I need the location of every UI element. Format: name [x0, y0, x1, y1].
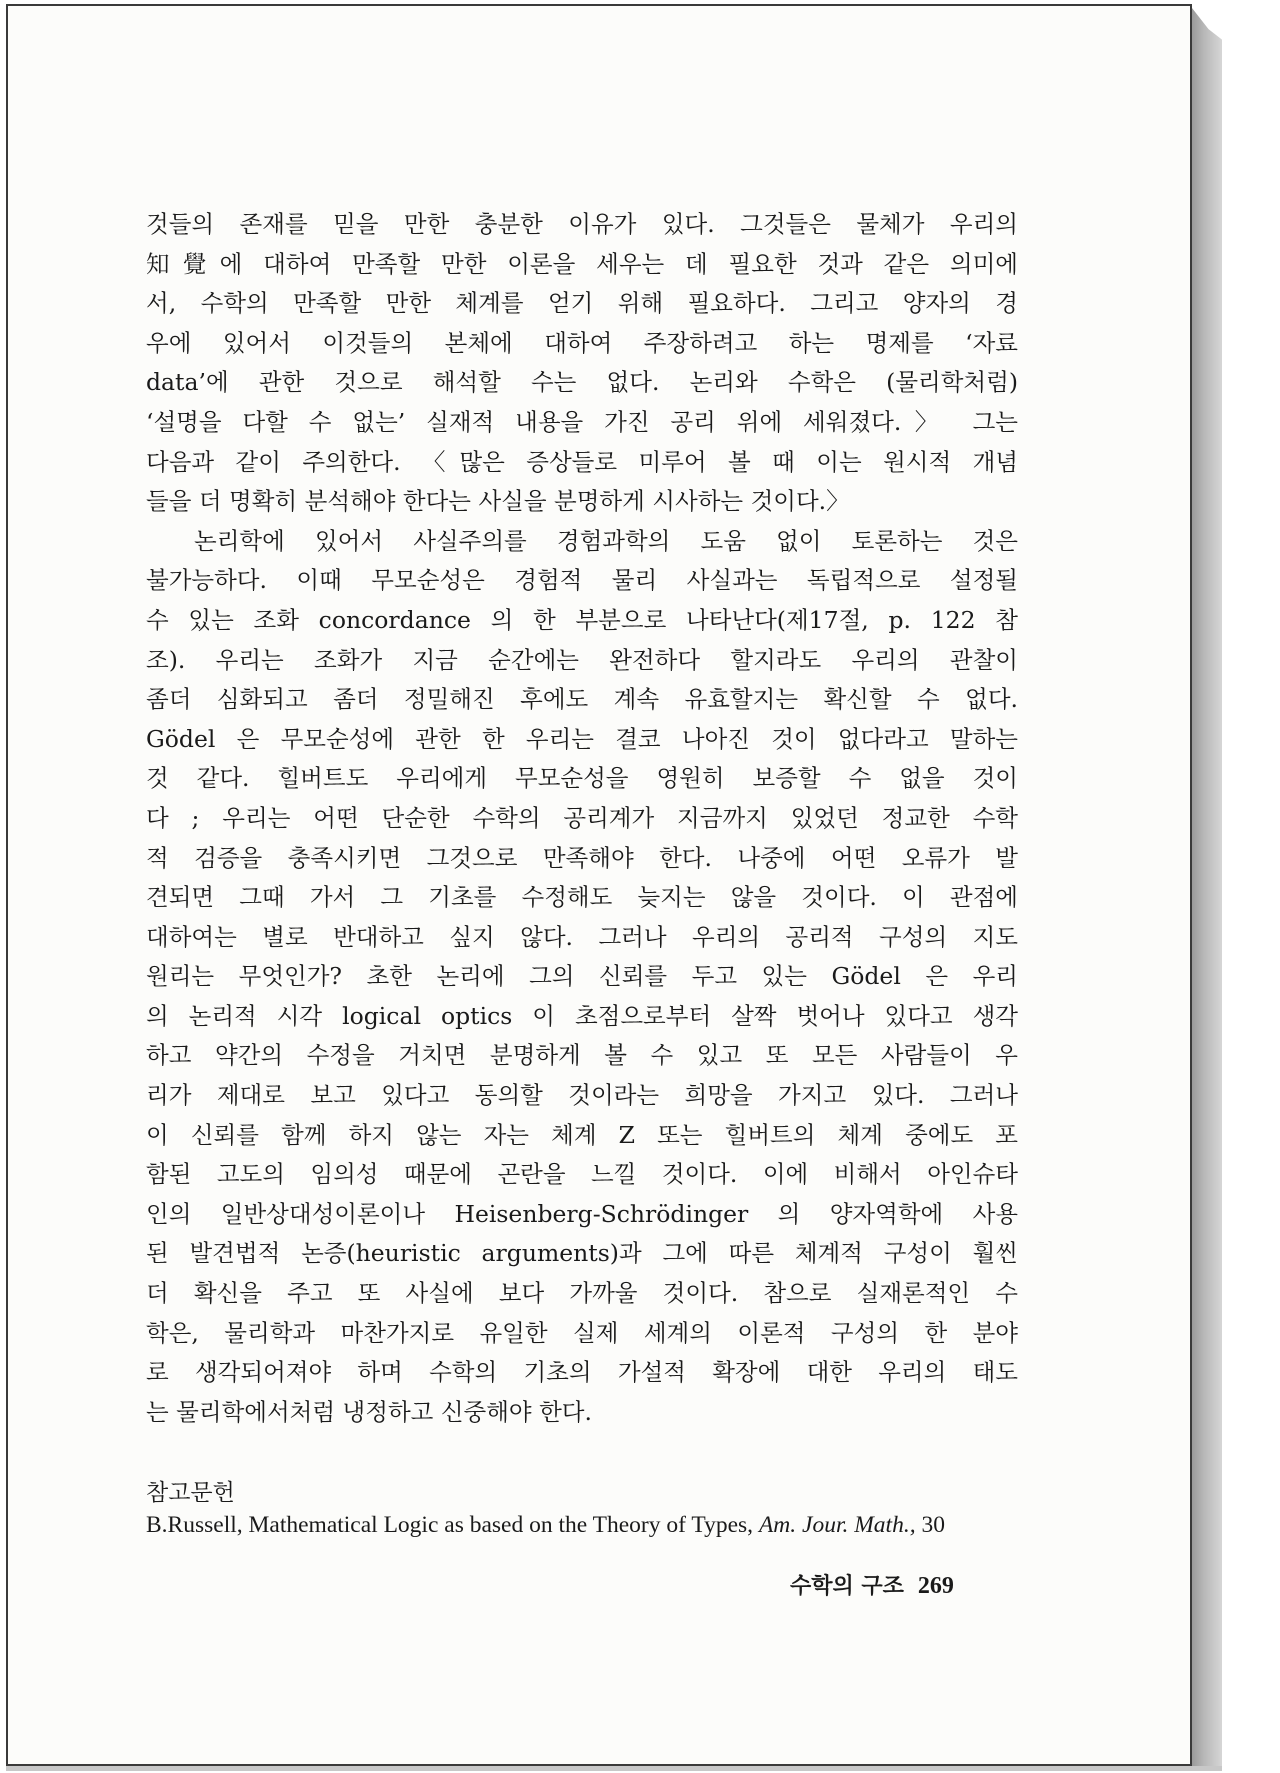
running-title: 수학의 구조 [790, 1574, 904, 1599]
text-line: 적 검증을 충족시키면 그것으로 만족해야 한다. 나중에 어떤 오류가 발 [146, 843, 1018, 872]
reference-journal: Am. Jour. Math., [758, 1512, 916, 1538]
text-line: 좀더 심화되고 좀더 정밀해진 후에도 계속 유효할지는 확신할 수 없다. [146, 685, 1018, 714]
text-line: 것 같다. 힐버트도 우리에게 무모순성을 영원히 보증할 수 없을 것이 [146, 764, 1018, 793]
text-line: 다 ; 우리는 어떤 단순한 수학의 공리계가 지금까지 있었던 정교한 수학 [146, 803, 1018, 832]
text-line: 더 확신을 주고 또 사실에 보다 가까울 것이다. 참으로 실재론적인 수 [146, 1279, 1018, 1308]
text-line: 서, 수학의 만족할 만한 체계를 얻기 위해 필요하다. 그리고 양자의 경 [146, 289, 1018, 318]
text-line: 조). 우리는 조화가 지금 순간에는 완전하다 할지라도 우리의 관찰이 [146, 645, 1018, 674]
text-line: 다음과 같이 주의한다. 〈많은 증상들로 미루어 볼 때 이는 원시적 개념 [146, 447, 1018, 476]
page-shadow [6, 1766, 1222, 1771]
reference-main: B.Russell, Mathematical Logic as based on the Theory of Types, [146, 1512, 754, 1538]
references-heading: 참고문헌 [146, 1480, 235, 1506]
text-line: 견되면 그때 가서 그 기초를 수정해도 늦지는 않을 것이다. 이 관점에 [146, 883, 1018, 912]
text-line: 이 신뢰를 함께 하지 않는 자는 체계 Z 또는 힐버트의 체계 중에도 포 [146, 1120, 1018, 1149]
text-line: ‘설명을 다할 수 없는’ 실재적 내용을 가진 공리 위에 세워졌다.〉 그는 [146, 407, 1018, 436]
body-text [146, 205, 1018, 1432]
page-edge [1192, 8, 1222, 1766]
text-line: 학은, 물리학과 마찬가지로 유일한 실제 세계의 이론적 구성의 한 분야 [146, 1318, 1018, 1347]
text-line: 대하여는 별로 반대하고 싶지 않다. 그러나 우리의 공리적 구성의 지도 [146, 922, 1018, 951]
text-line: 들을 더 명확히 분석해야 한다는 사실을 분명하게 시사하는 것이다.〉 [146, 487, 850, 516]
text-line: 인의 일반상대성이론이나 Heisenberg-Schrödinger 의 양자역학에 사용 [146, 1199, 1018, 1228]
text-line: 된 발견법적 논증(heuristic arguments)과 그에 따른 체계적 구성이 훨씬 [146, 1239, 1018, 1268]
text-line: 는 물리학에서처럼 냉정하고 신중해야 한다. [146, 1397, 592, 1426]
text-line: 원리는 무엇인가? 초한 논리에 그의 신뢰를 두고 있는 Gödel 은 우리 [146, 962, 1018, 991]
text-line: 知覺에 대하여 만족할 만한 이론을 세우는 데 필요한 것과 같은 의미에 [146, 249, 1018, 278]
text-line: 것들의 존재를 믿을 만한 충분한 이유가 있다. 그것들은 물체가 우리의 [146, 210, 1018, 238]
text-line: data’에 관한 것으로 해석할 수는 없다. 논리와 수학은 (물리학처럼) [146, 368, 1018, 397]
page-number: 269 [917, 1573, 954, 1599]
text-line: 의 논리적 시각 logical optics 이 초점으로부터 살짝 벗어나 있다고 생각 [146, 1001, 1018, 1030]
text-line: 우에 있어서 이것들의 본체에 대하여 주장하려고 하는 명제를 ‘자료 [146, 328, 1018, 357]
text-line: 논리학에 있어서 사실주의를 경험과학의 도움 없이 토론하는 것은 [194, 526, 1018, 555]
reference-volume: 30 [921, 1512, 945, 1538]
text-line: 함된 고도의 임의성 때문에 곤란을 느낄 것이다. 이에 비해서 아인슈타 [146, 1160, 1018, 1189]
text-line: Gödel 은 무모순성에 관한 한 우리는 결코 나아진 것이 없다라고 말하는 [146, 724, 1018, 753]
text-line: 리가 제대로 보고 있다고 동의할 것이라는 희망을 가지고 있다. 그러나 [146, 1081, 1018, 1110]
text-line: 수 있는 조화 concordance 의 한 부분으로 나타난다(제17절, p. 122 참 [146, 605, 1018, 634]
text-line: 하고 약간의 수정을 거치면 분명하게 볼 수 있고 또 모든 사람들이 우 [146, 1041, 1018, 1070]
reference-entry [146, 1512, 1018, 1539]
text-line: 불가능하다. 이때 무모순성은 경험적 물리 사실과는 독립적으로 설정될 [146, 566, 1018, 595]
text-line: 로 생각되어져야 하며 수학의 기초의 가설적 확장에 대한 우리의 태도 [146, 1358, 1018, 1387]
running-footer [790, 1569, 954, 1600]
